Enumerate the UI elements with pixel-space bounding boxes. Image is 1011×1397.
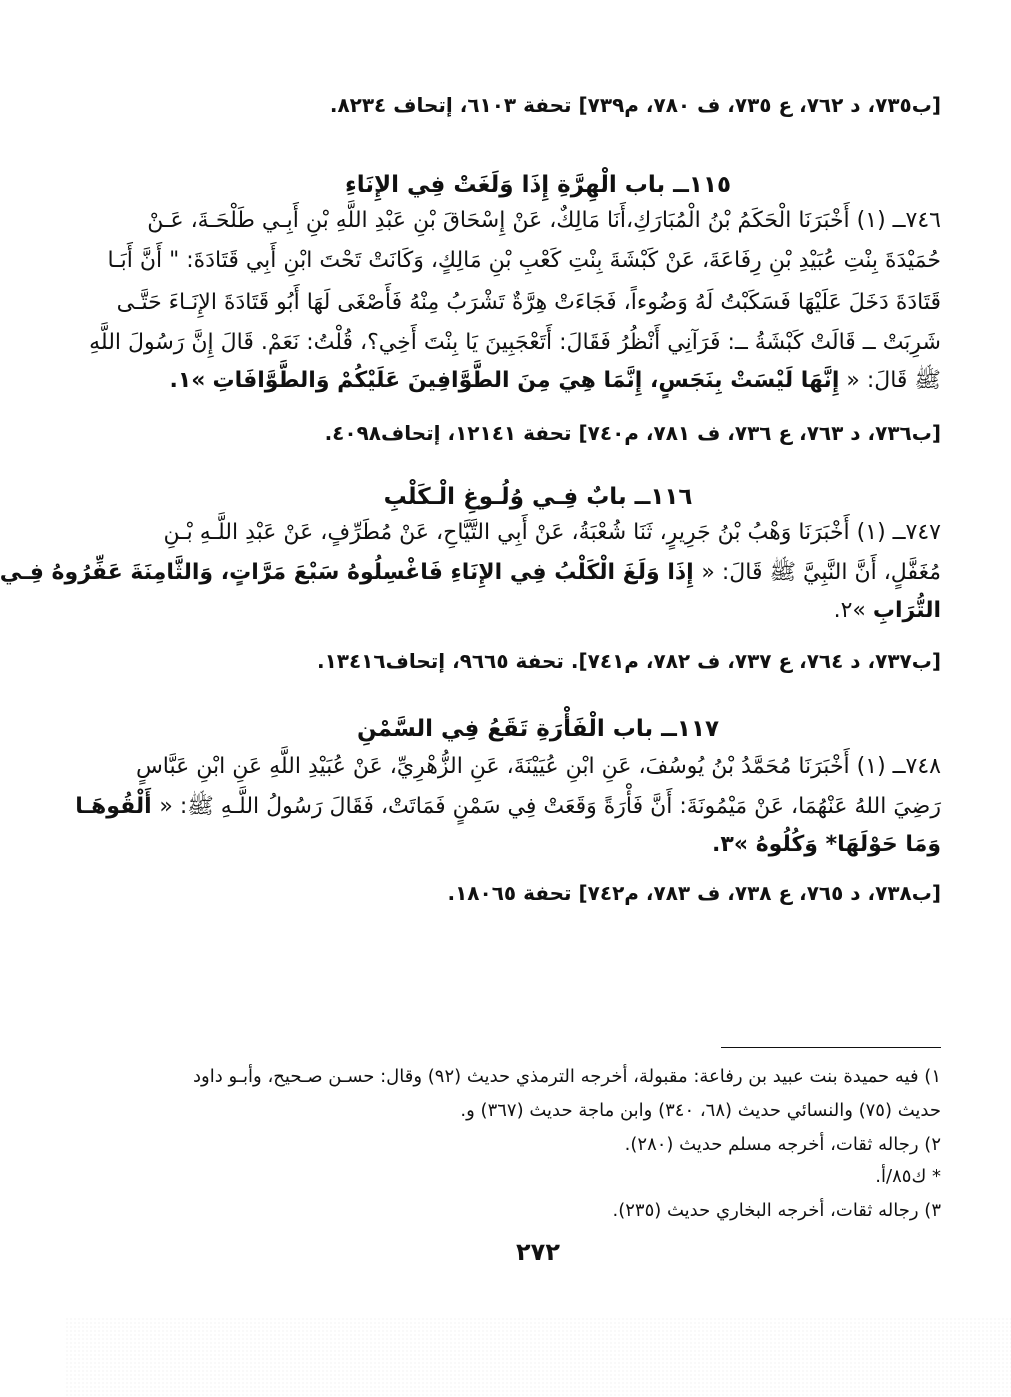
- scan-grain: [65, 1317, 1011, 1397]
- hadith-748-prefix: رَضِيَ اللهُ عَنْهُمَا، عَنْ مَيْمُونَةَ: أَنَّ فَأْرَةً وَقَعَتْ فِي سَمْنٍ فَمَاتَتْ، فَقَالَ رَسُولُ اللَّـهِ ﷺ: «: [159, 794, 941, 819]
- hadith-746-prefix: ﷺ قَالَ: «: [846, 368, 941, 393]
- footnote-3: ٣) رجاله ثقات، أخرجه البخاري حديث (٢٣٥).: [612, 1200, 941, 1221]
- hadith-746-line-4: شَرِبَتْ ــ قَالَتْ كَبْشَةُ ــ: فَرَآنِي أَنْظُرُ فَقَالَ: أَتَعْجَبِينَ يَا بِنْتَ أَخِي؟، قُلْتُ: نَعَمْ. قَالَ إِنَّ رَسُولَ اللَّهِ: [89, 330, 941, 355]
- hadith-746-suffix: »١.: [169, 368, 206, 393]
- hadith-746-line-2: حُمَيْدَةَ بِنْتِ عُبَيْدِ بْنِ رِفَاعَةَ، عَنْ كَبْشَةَ بِنْتِ كَعْبِ بْنِ مَالِكٍ، وَكَانَتْ تَحْتَ ابْنِ أَبِي قَتَادَةَ: " أَنَّ أَبَـا: [107, 248, 941, 273]
- hadith-748-text: أَلْقُوهَـا: [75, 794, 160, 819]
- footnote-marker: * ك٨٥/أ.: [875, 1166, 941, 1187]
- page-number: ٢٧٢: [516, 1238, 560, 1266]
- section-116-heading: ١١٦ــ بابٌ فِـي وُلُـوغِ الْـكَلْبِ: [383, 484, 693, 510]
- hadith-747-line-2: [0, 558, 941, 588]
- hadith-748-line-3: [135, 830, 941, 860]
- hadith-748-line-2: [75, 792, 941, 822]
- footnote-1-line-2: حديث (٧٥) والنسائي حديث (٦٨، ٣٤٠) وابن ماجة حديث (٣٦٧) و.: [460, 1100, 941, 1121]
- hadith-747-reference: [ب٧٣٧، د ٧٦٤، ع ٧٣٧، ف ٧٨٢، م٧٤١]. تحفة ٩٦٦٥، إتحاف١٣٤١٦.: [316, 649, 941, 673]
- hadith-747-line-3: [135, 596, 941, 626]
- hadith-747-prefix: مُغَفَّلٍ، أَنَّ النَّبِيَّ ﷺ قَالَ: «: [701, 560, 941, 585]
- hadith-748-line-1: ٧٤٨ــ (١) أَخْبَرَنَا مُحَمَّدُ بْنُ يُوسُفَ، عَنِ ابْنِ عُيَيْنَةَ، عَنِ الزُّهْرِيِّ، عَنْ عُبَيْدِ اللَّهِ عَنِ ابْنِ عَبَّاسٍ: [135, 754, 941, 779]
- hadith-747-line-1: ٧٤٧ــ (١) أَخْبَرَنَا وَهْبُ بْنُ جَرِيرٍ، ثَنَا شُعْبَةُ، عَنْ أَبِي التَّيَّاحِ، عَنْ مُطَرِّفٍ، عَنْ عَبْدِ اللَّـهِ بْـنِ: [163, 520, 941, 545]
- section-115-heading: ١١٥ــ باب الْهِرَّةِ إِذَا وَلَغَتْ فِي الإِنَاءِ: [344, 172, 732, 198]
- hadith-747-suffix: »٢.: [833, 598, 873, 623]
- hadith-748-text-end: وَمَا حَوْلَهَا* وَكُلُوهُ: [755, 832, 941, 857]
- hadith-746-reference: [ب٧٣٦، د ٧٦٣، ع ٧٣٦، ف ٧٨١، م٧٤٠] تحفة ١٢١٤١، إتحاف٤٠٩٨.: [324, 421, 941, 445]
- footnote-2: ٢) رجاله ثقات، أخرجه مسلم حديث (٢٨٠).: [624, 1134, 941, 1155]
- hadith-746-text: إِنَّهَا لَيْسَتْ بِنَجَسٍ، إِنَّمَا هِيَ مِنَ الطَّوَّافِينَ عَلَيْكُمْ وَالطَّوَّافَاتِ: [212, 368, 840, 393]
- hadith-746-line-5: [135, 366, 941, 396]
- hadith-748-reference: [ب٧٣٨، د ٧٦٥، ع ٧٣٨، ف ٧٨٣، م٧٤٢] تحفة ١٨٠٦٥.: [447, 881, 941, 905]
- hadith-746-line-3: قَتَادَةَ دَخَلَ عَلَيْهَا فَسَكَبْتُ لَهُ وَضُوءاً، فَجَاءَتْ هِرَّةٌ تَشْرَبُ مِنْهُ فَأَصْغَى لَهَا أَبُو قَتَادَةَ الإِنَـاءَ حَتَّـى: [116, 290, 941, 315]
- hadith-746-line-1: ٧٤٦ــ (١) أَخْبَرَنَا الْحَكَمُ بْنُ الْمُبَارَكِ،أَنَا مَالِكٌ، عَنْ إِسْحَاقَ بْنِ عَبْدِ اللَّهِ بْنِ أَبِـي طَلْحَـةَ، عَـنْ: [147, 208, 941, 233]
- top-reference-line: [ب٧٣٥، د ٧٦٢، ع ٧٣٥، ف ٧٨٠، م٧٣٩] تحفة ٦١٠٣، إتحاف ٨٢٣٤.: [329, 93, 941, 117]
- hadith-748-suffix: »٣.: [712, 832, 756, 857]
- footnote-1-line-1: ١) فيه حميدة بنت عبيد بن رفاعة: مقبولة، أخرجه الترمذي حديث (٩٢) وقال: حسـن صـحيح، وأبـو داود: [193, 1066, 941, 1087]
- footnote-divider: [721, 1047, 941, 1048]
- hadith-747-text-end: التُّرَابِ: [872, 598, 941, 623]
- section-117-heading: ١١٧ــ باب الْفَأْرَةِ تَقَعُ فِي السَّمْنِ: [356, 716, 720, 742]
- hadith-747-text: إِذَا وَلَغَ الْكَلْبُ فِي الإِنَاءِ فَاغْسِلُوهُ سَبْعَ مَرَّاتٍ، وَالثَّامِنَةَ عَفِّرُوهُ فِـي: [0, 560, 702, 585]
